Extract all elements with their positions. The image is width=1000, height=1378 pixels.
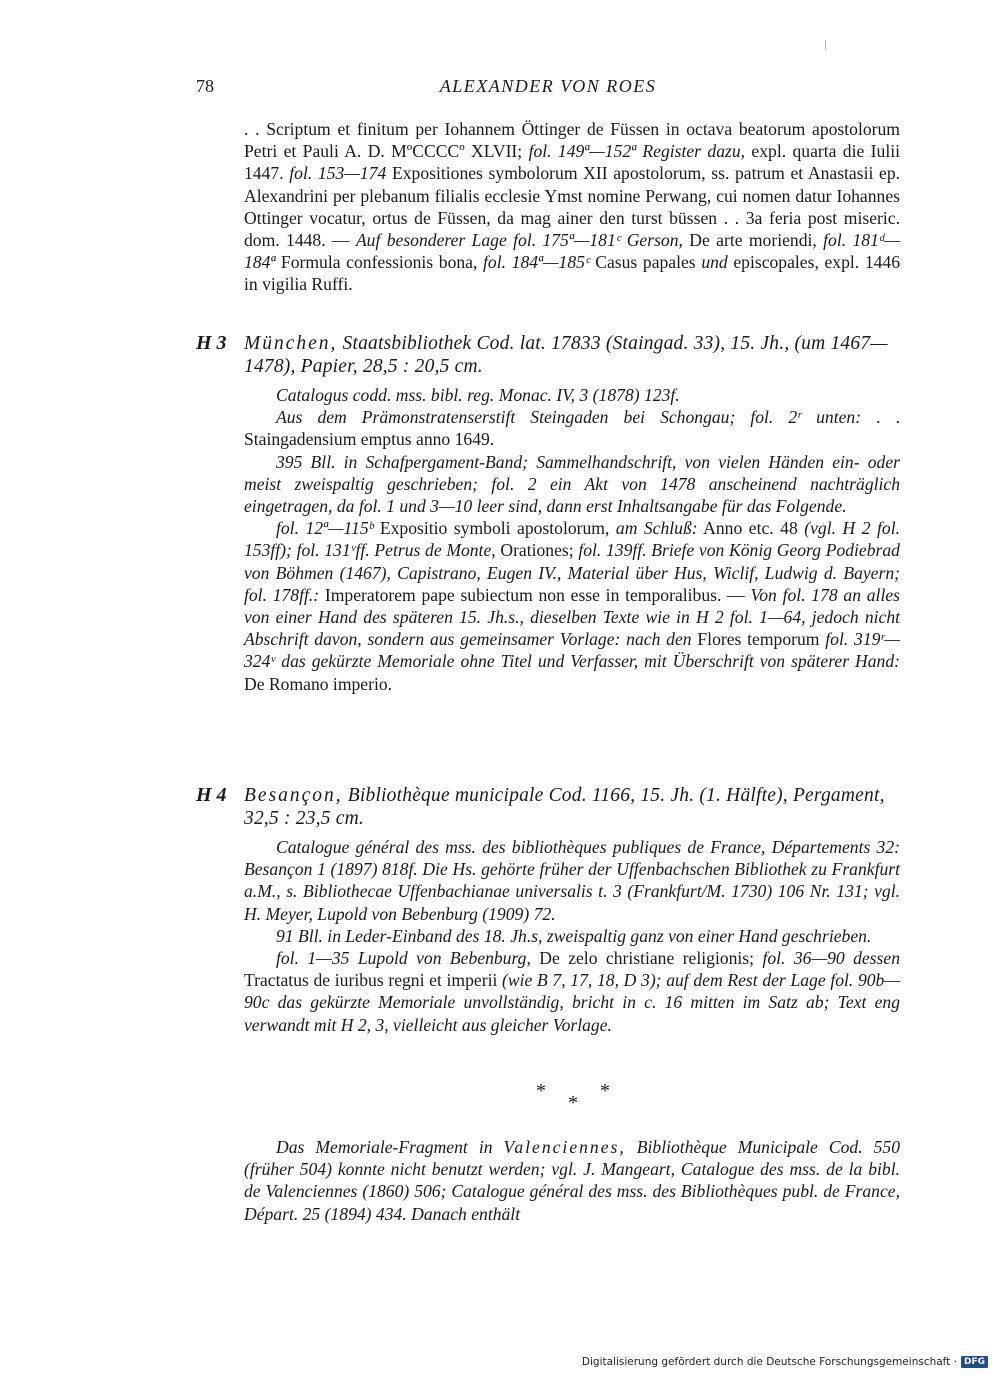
contents-italic-3-h3: (vgl. H 2 fol. 153ff); fol. 131ᵛff. Petrus de Monte, — [244, 518, 900, 561]
provenance-h3: Aus dem Prämonstratenserstift Steingaden bei Schongau; fol. 2ʳ unten: — [276, 407, 862, 428]
manuscript-entry-h3 — [196, 332, 900, 695]
fragment-note-rest: Bibliothèque Municipale Cod. 550 (früher 504) konnte nicht benutzt werden; vgl. J. Mangeart, Catalogue des mss. de la bibl. de Valenciennes (1860) 506; Catalogue général des mss. des Bibliothèques publ. de France, Départ. 25 (1894) 434. Danach enthält — [244, 1137, 900, 1224]
asterisk-left: * — [536, 1080, 546, 1102]
contents-text-5-h3: Flores temporum — [697, 629, 820, 650]
catalog-reference-h3: Catalogus codd. mss. bibl. reg. Monac. IV, 3 (1878) 123f. — [276, 385, 680, 405]
continuation-text-2: Expositiones symbolorum XII apostolorum, ss. patrum et Anastasii ep. Alexandrini per plebanum filialis ecclesie Ymst nomine Perwang, cui nomen datur Iohannes Ottinger vocatur, ortus de Füssen, da mag ainer den turst büssen . . 3a feria post miseric. dom. 1448. — — [244, 163, 901, 251]
contents-italic-6-h3: fol. 319ʳ—324ᵛ das gekürzte Memoriale ohne Titel und Verfasser, mit Überschrift von späterer Hand: — [244, 629, 900, 672]
contents-text-1-h3: Expositio symboli apostolorum, — [379, 518, 610, 539]
continuation-italic-2: fol. 153—174 — [289, 163, 387, 184]
digitization-credit-text: Digitalisierung gefördert durch die Deutsche Forschungsgemeinschaft · — [581, 1356, 957, 1368]
entry-city-h4: Besançon, — [244, 785, 343, 806]
entry-title-rest-h4: Bibliothèque municipale Cod. 1166, 15. Jh. (1. Hälfte), Pergament, 32,5 : 23,5 cm. — [244, 785, 885, 829]
contents-italic-3-h4: (wie B 7, 17, 18, D 3); auf dem Rest der Lage fol. 90b—90c das gekürzte Memoriale unvollständig, bricht in c. 16 mitten im Satz ab; Text eng verwandt mit H 2, 3, vielleicht aus gleicher Vorlage. — [244, 970, 900, 1035]
section-separator — [520, 1080, 620, 1116]
continuation-text-3: De arte moriendi, — [689, 230, 817, 251]
continuation-italic-1: fol. 149ª—152ª Register dazu, — [528, 141, 746, 162]
scan-mark — [825, 40, 826, 50]
continuation-italic-6: und — [701, 252, 728, 273]
continuation-text-1: expl. quarta die Iulii 1447. — [244, 141, 900, 184]
continuation-italic-3: Auf besonderer Lage fol. 175ª—181ᶜ Gerson, — [355, 230, 683, 251]
dfg-logo-icon: DFG — [961, 1356, 988, 1368]
continuation-text-6: episcopales, expl. 1446 in vigilia Ruffi. — [244, 252, 901, 295]
catalog-reference-h4: Catalogue général des mss. des bibliothèques publiques de France, Départements 32: Besançon 1 (1897) 818f. Die Hs. gehörte früher der Uffenbachschen Bibliothek zu Frankfurt a.M., s. Bibliothecae Uffenbachianae universalis t. 3 (Frankfurt/M. 1730) 106 Nr. 131; vgl. H. Meyer, Lupold von Bebenburg (1909) 72. — [244, 837, 900, 924]
manuscript-entry-h4 — [196, 784, 900, 1036]
asterisk-right: * — [600, 1080, 610, 1102]
contents-italic-1-h3: fol. 12ª—115ᵇ — [276, 518, 374, 539]
continuation-text-5: Casus papales — [595, 252, 696, 273]
entry-body-h3 — [244, 384, 900, 695]
contents-italic-1-h4: fol. 1—35 Lupold von Bebenburg, — [276, 948, 531, 969]
entry-title-h4 — [244, 784, 900, 830]
contents-italic-2-h4: fol. 36—90 dessen — [762, 948, 900, 969]
fragment-note-intro: Das Memoriale-Fragment in — [276, 1137, 493, 1157]
entry-body-h4 — [244, 836, 900, 1036]
provenance-note-h3: . . Staingadensium emptus anno 1649. — [244, 407, 900, 450]
continuation-italic-4: fol. 181ᵈ—184ª — [244, 230, 900, 273]
digitization-credit — [582, 1356, 988, 1368]
fragment-note-city: Valenciennes, — [503, 1137, 626, 1157]
running-title: ALEXANDER VON ROES — [439, 76, 657, 96]
page-header — [196, 76, 900, 100]
page-number: 78 — [196, 76, 214, 96]
contents-italic-4-h3: fol. 139ff. Briefe von König Georg Podiebrad von Böhmen (1467), Capistrano, Eugen IV., Material über Hus, Wiclif, Ludwig d. Bayern; fol. 178ff.: — [244, 540, 900, 605]
continuation-intro: . . Scriptum et finitum per Iohannem Öttinger de Füssen in octava beatorum apostolorum Petri et Pauli A. D. MºCCCCº XLVII; — [244, 119, 900, 162]
asterisk-center: * — [568, 1092, 578, 1114]
entry-title-h3 — [244, 332, 900, 378]
contents-italic-5-h3: Von fol. 178 an alles von einer Hand des späteren 15. Jh.s., dieselben Texte wie in H 2 fol. 1—64, jedoch nicht Abschrift davon, sondern aus gemeinsamer Vorlage: nach den — [244, 584, 900, 650]
siglum-h3: H 3 — [196, 332, 227, 354]
contents-italic-2-h3: am Schluß: — [615, 518, 698, 539]
physical-description-h3: 395 Bll. in Schafpergament-Band; Sammelhandschrift, von vielen Händen ein- oder meist zweispaltig geschrieben; fol. 2 ein Akt von 1478 anscheinend nachträglich eingetragen, da fol. 1 und 3—10 leer sind, dann erst Inhaltsangabe für das Folgende. — [244, 451, 900, 517]
fragment-note — [244, 1136, 900, 1225]
contents-text-2-h4: Tractatus de iuribus regni et imperii — [244, 970, 498, 991]
contents-text-1-h4: De zelo christiane religionis; — [539, 948, 755, 969]
continuation-italic-5: fol. 184ª—185ᶜ — [483, 252, 590, 273]
contents-text-6-h3: De Romano imperio. — [244, 673, 393, 694]
contents-text-3-h3: Orationes; — [500, 540, 574, 561]
continuation-text-4: Formula confessionis bona, — [280, 252, 478, 273]
siglum-h4: H 4 — [196, 784, 227, 806]
physical-description-h4: 91 Bll. in Leder-Einband des 18. Jh.s, zweispaltig ganz von einer Hand geschrieben. — [276, 925, 872, 946]
entry-city-h3: München, — [244, 333, 338, 354]
contents-text-4-h3: Imperatorem pape subiectum non esse in temporalibus. — — [324, 584, 745, 605]
entry-title-rest-h3: Staatsbibliothek Cod. lat. 17833 (Staingad. 33), 15. Jh., (um 1467—1478), Papier, 28,5 : 20,5 cm. — [244, 333, 888, 377]
continuation-paragraph — [244, 118, 900, 296]
contents-text-2-h3: Anno etc. 48 — [703, 518, 798, 539]
